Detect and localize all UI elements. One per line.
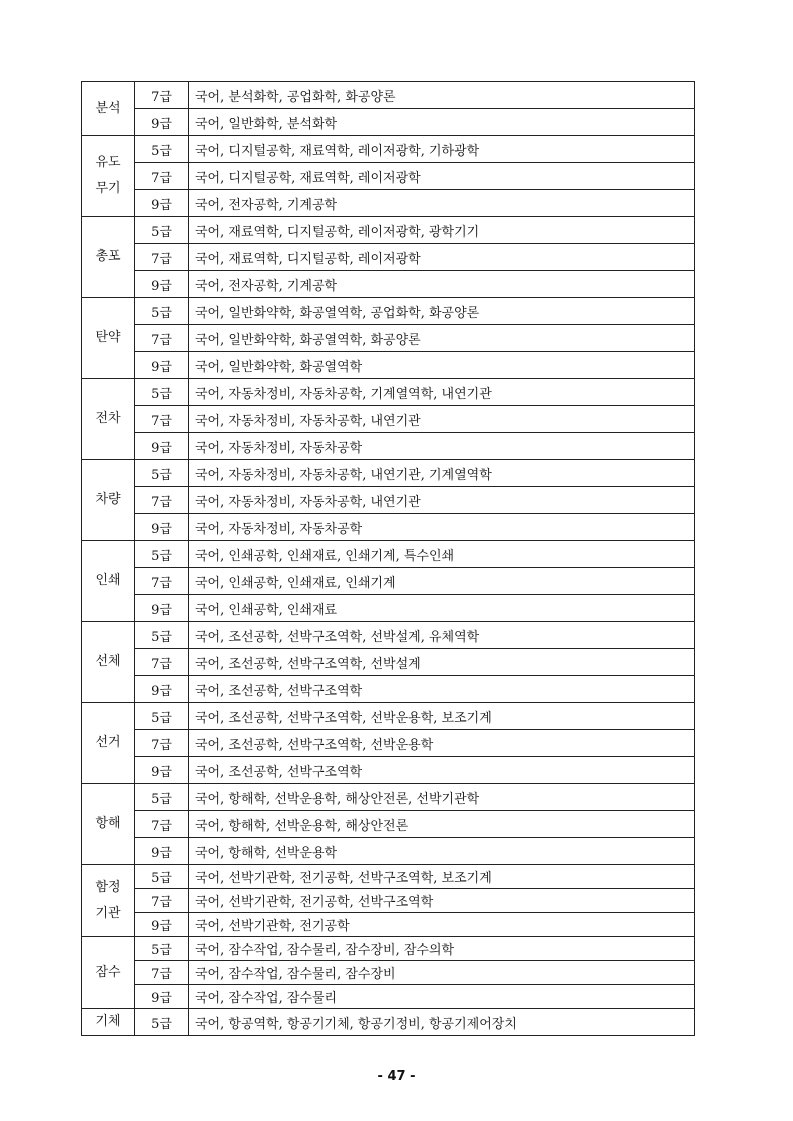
grade-cell: 7급 bbox=[135, 325, 189, 352]
subjects-cell: 국어, 항해학, 선박운용학, 해상안전론, 선박기관학 bbox=[189, 784, 695, 811]
category-label: 잠수 bbox=[95, 964, 121, 980]
category-label: 전차 bbox=[95, 411, 121, 426]
grade-cell: 7급 bbox=[135, 730, 189, 757]
grade-cell: 5급 bbox=[135, 460, 189, 487]
subjects-cell: 국어, 항해학, 선박운용학 bbox=[189, 838, 695, 865]
subjects-cell: 국어, 조선공학, 선박구조역학, 선박설계 bbox=[189, 649, 695, 676]
table-row bbox=[82, 913, 695, 937]
grade-cell: 9급 bbox=[135, 757, 189, 784]
table-row bbox=[82, 676, 695, 703]
grade-cell: 9급 bbox=[135, 190, 189, 217]
table-row bbox=[82, 325, 695, 352]
grade-cell: 7급 bbox=[135, 406, 189, 433]
subjects-cell: 국어, 조선공학, 선박구조역학, 선박운용학 bbox=[189, 730, 695, 757]
subjects-cell: 국어, 선박기관학, 전기공학, 선박구조역학 bbox=[189, 889, 695, 913]
grade-cell: 5급 bbox=[135, 784, 189, 811]
grade-cell: 7급 bbox=[135, 649, 189, 676]
table-row bbox=[82, 649, 695, 676]
grade-cell: 7급 bbox=[135, 244, 189, 271]
table-row bbox=[82, 190, 695, 217]
subjects-cell: 국어, 일반화학, 분석화학 bbox=[189, 109, 695, 136]
category-label: 탄약 bbox=[95, 330, 121, 345]
subjects-cell: 국어, 디지털공학, 재료역학, 레이저광학, 기하광학 bbox=[189, 136, 695, 163]
subjects-cell: 국어, 잠수작업, 잠수물리, 잠수장비 bbox=[189, 961, 695, 985]
grade-cell: 5급 bbox=[135, 136, 189, 163]
category-label: 유도 bbox=[95, 155, 121, 170]
category-label: 차량 bbox=[95, 492, 121, 507]
subjects-cell: 국어, 일반화약학, 화공열역학, 공업화학, 화공양론 bbox=[189, 298, 695, 325]
table-row bbox=[82, 1009, 695, 1036]
grade-cell: 5급 bbox=[135, 703, 189, 730]
grade-cell: 5급 bbox=[135, 298, 189, 325]
subjects-cell: 국어, 전자공학, 기계공학 bbox=[189, 271, 695, 298]
table-row bbox=[82, 568, 695, 595]
table-row bbox=[82, 703, 695, 730]
category-cell bbox=[82, 703, 135, 784]
table-row bbox=[82, 460, 695, 487]
subjects-cell: 국어, 선박기관학, 전기공학 bbox=[189, 913, 695, 937]
grade-cell: 5급 bbox=[135, 1009, 189, 1036]
subjects-cell: 국어, 인쇄공학, 인쇄재료, 인쇄기계 bbox=[189, 568, 695, 595]
subjects-cell: 국어, 조선공학, 선박구조역학 bbox=[189, 676, 695, 703]
table-row bbox=[82, 433, 695, 460]
table-row bbox=[82, 985, 695, 1009]
subjects-cell: 국어, 재료역학, 디지털공학, 레이저광학, 광학기기 bbox=[189, 217, 695, 244]
grade-cell: 7급 bbox=[135, 163, 189, 190]
category-cell bbox=[82, 865, 135, 937]
table-row bbox=[82, 217, 695, 244]
category-label: 선거 bbox=[95, 735, 121, 750]
grade-cell: 5급 bbox=[135, 865, 189, 889]
table-row bbox=[82, 136, 695, 163]
grade-cell: 9급 bbox=[135, 514, 189, 541]
table-row bbox=[82, 163, 695, 190]
subjects-cell: 국어, 재료역학, 디지털공학, 레이저광학 bbox=[189, 244, 695, 271]
subjects-cell: 국어, 일반화약학, 화공열역학 bbox=[189, 352, 695, 379]
grade-cell: 9급 bbox=[135, 985, 189, 1009]
subjects-cell: 국어, 분석화학, 공업화학, 화공양론 bbox=[189, 82, 695, 109]
subjects-cell: 국어, 인쇄공학, 인쇄재료 bbox=[189, 595, 695, 622]
category-label: 분석 bbox=[95, 100, 121, 116]
category-cell bbox=[82, 460, 135, 541]
table-row bbox=[82, 730, 695, 757]
subjects-cell: 국어, 일반화약학, 화공열역학, 화공양론 bbox=[189, 325, 695, 352]
table-row bbox=[82, 937, 695, 961]
category-label: 선체 bbox=[95, 654, 121, 669]
table-row bbox=[82, 406, 695, 433]
table-row bbox=[82, 298, 695, 325]
table-row bbox=[82, 379, 695, 406]
table-row bbox=[82, 889, 695, 913]
subjects-cell: 국어, 자동차정비, 자동차공학, 내연기관 bbox=[189, 487, 695, 514]
grade-cell: 9급 bbox=[135, 595, 189, 622]
category-label: 인쇄 bbox=[95, 573, 121, 588]
category-label: 무기 bbox=[95, 181, 121, 196]
grade-cell: 9급 bbox=[135, 433, 189, 460]
category-cell bbox=[82, 784, 135, 865]
category-cell bbox=[82, 82, 135, 136]
category-label: 기체 bbox=[95, 1014, 121, 1029]
table-row bbox=[82, 961, 695, 985]
subjects-cell: 국어, 자동차정비, 자동차공학, 기계열역학, 내연기관 bbox=[189, 379, 695, 406]
category-cell bbox=[82, 937, 135, 1009]
table-row bbox=[82, 811, 695, 838]
category-cell bbox=[82, 379, 135, 460]
category-cell bbox=[82, 1009, 135, 1036]
grade-cell: 7급 bbox=[135, 889, 189, 913]
category-label: 함정 bbox=[95, 879, 121, 895]
subjects-cell: 국어, 항해학, 선박운용학, 해상안전론 bbox=[189, 811, 695, 838]
subjects-cell: 국어, 자동차정비, 자동차공학, 내연기관 bbox=[189, 406, 695, 433]
table-row bbox=[82, 487, 695, 514]
table-row bbox=[82, 271, 695, 298]
grade-cell: 5급 bbox=[135, 217, 189, 244]
category-cell bbox=[82, 217, 135, 298]
table-row bbox=[82, 541, 695, 568]
grade-cell: 5급 bbox=[135, 937, 189, 961]
exam-subjects-table bbox=[81, 81, 695, 1036]
category-label: 항해 bbox=[95, 816, 121, 831]
subjects-cell: 국어, 선박기관학, 전기공학, 선박구조역학, 보조기계 bbox=[189, 865, 695, 889]
grade-cell: 9급 bbox=[135, 676, 189, 703]
grade-cell: 9급 bbox=[135, 352, 189, 379]
grade-cell: 5급 bbox=[135, 541, 189, 568]
grade-cell: 7급 bbox=[135, 568, 189, 595]
subjects-cell: 국어, 조선공학, 선박구조역학, 선박설계, 유체역학 bbox=[189, 622, 695, 649]
grade-cell: 7급 bbox=[135, 811, 189, 838]
subjects-cell: 국어, 자동차정비, 자동차공학 bbox=[189, 433, 695, 460]
category-label: 기관 bbox=[95, 905, 121, 921]
grade-cell: 7급 bbox=[135, 487, 189, 514]
table-row bbox=[82, 244, 695, 271]
grade-cell: 7급 bbox=[135, 961, 189, 985]
grade-cell: 9급 bbox=[135, 838, 189, 865]
category-cell bbox=[82, 622, 135, 703]
subjects-cell: 국어, 조선공학, 선박구조역학, 선박운용학, 보조기계 bbox=[189, 703, 695, 730]
table-row bbox=[82, 865, 695, 889]
subjects-cell: 국어, 디지털공학, 재료역학, 레이저광학 bbox=[189, 163, 695, 190]
table-row bbox=[82, 838, 695, 865]
subjects-cell: 국어, 인쇄공학, 인쇄재료, 인쇄기계, 특수인쇄 bbox=[189, 541, 695, 568]
grade-cell: 7급 bbox=[135, 82, 189, 109]
table-row bbox=[82, 82, 695, 109]
grade-cell: 9급 bbox=[135, 109, 189, 136]
subjects-cell: 국어, 잠수작업, 잠수물리 bbox=[189, 985, 695, 1009]
category-label: 총포 bbox=[95, 249, 121, 264]
table-row bbox=[82, 514, 695, 541]
table-row bbox=[82, 784, 695, 811]
grade-cell: 5급 bbox=[135, 379, 189, 406]
table-row bbox=[82, 109, 695, 136]
subjects-cell: 국어, 항공역학, 항공기기체, 항공기정비, 항공기제어장치 bbox=[189, 1009, 695, 1036]
table-row bbox=[82, 757, 695, 784]
table-row bbox=[82, 595, 695, 622]
subjects-cell: 국어, 전자공학, 기계공학 bbox=[189, 190, 695, 217]
table-row bbox=[82, 622, 695, 649]
subjects-cell: 국어, 자동차정비, 자동차공학, 내연기관, 기계열역학 bbox=[189, 460, 695, 487]
grade-cell: 9급 bbox=[135, 913, 189, 937]
subjects-cell: 국어, 잠수작업, 잠수물리, 잠수장비, 잠수의학 bbox=[189, 937, 695, 961]
category-cell bbox=[82, 298, 135, 379]
grade-cell: 9급 bbox=[135, 271, 189, 298]
subjects-cell: 국어, 자동차정비, 자동차공학 bbox=[189, 514, 695, 541]
subjects-cell: 국어, 조선공학, 선박구조역학 bbox=[189, 757, 695, 784]
category-cell bbox=[82, 541, 135, 622]
category-cell bbox=[82, 136, 135, 217]
page-number: - 47 - bbox=[377, 1069, 416, 1084]
grade-cell: 5급 bbox=[135, 622, 189, 649]
table-row bbox=[82, 352, 695, 379]
